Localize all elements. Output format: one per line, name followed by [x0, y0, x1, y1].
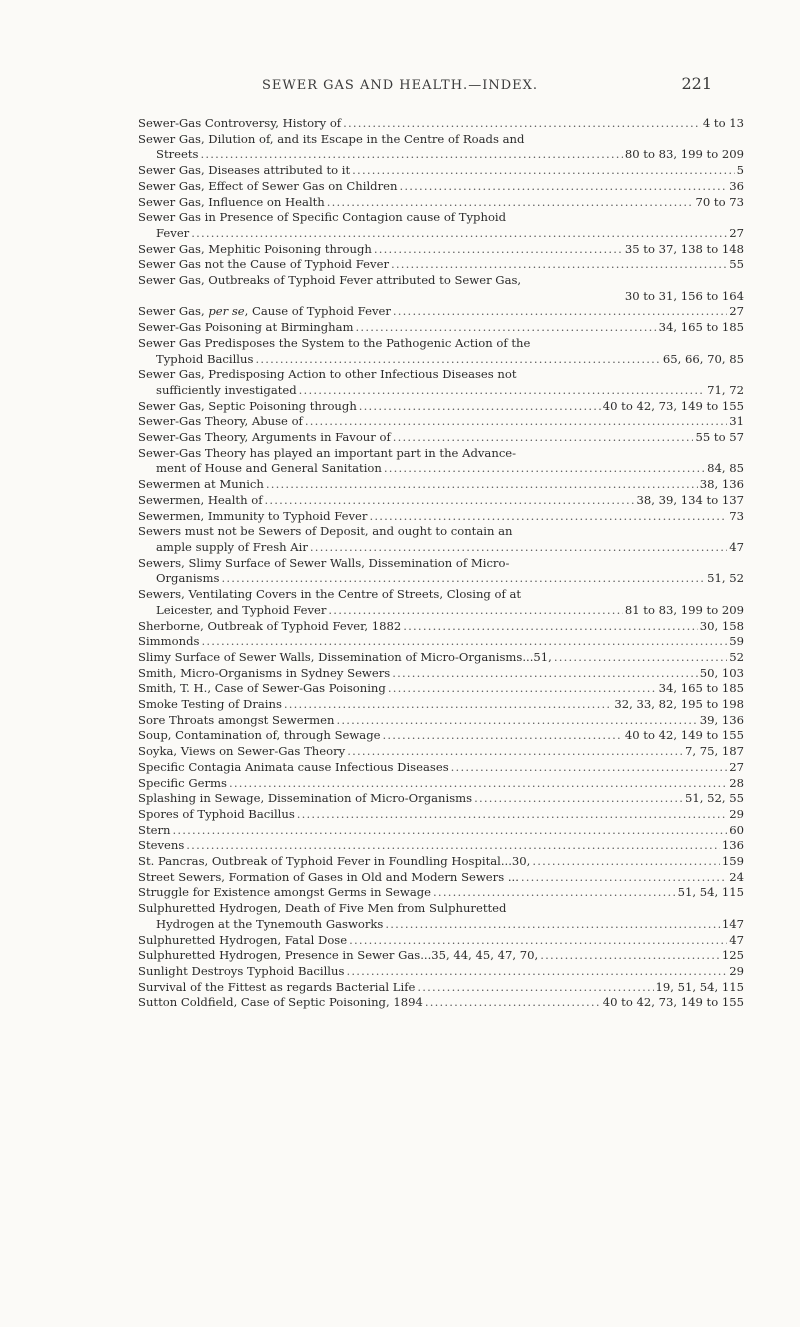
- dot-leader: [299, 383, 705, 399]
- entry-line: [138, 414, 744, 430]
- entry-line: [138, 728, 744, 744]
- entry-line: [138, 776, 744, 792]
- index-entry: [138, 179, 744, 195]
- entry-text: Stern: [138, 822, 171, 837]
- entry-line: [138, 509, 744, 525]
- dot-leader: [352, 163, 734, 179]
- entry-text: Street Sewers, Formation of Gases in Old and Modern Sewers ...: [138, 869, 519, 884]
- entry-line: [138, 666, 744, 682]
- entry-text: Sewer Gas in Presence of Specific Contagion cause of Typhoid: [138, 210, 507, 225]
- entry-text: Spores of Typhoid Bacillus: [138, 806, 295, 821]
- dot-leader: [540, 948, 720, 964]
- page-refs: 31: [729, 414, 744, 429]
- entry-line: [138, 823, 744, 839]
- index-entry: [138, 995, 744, 1011]
- dot-leader: [310, 540, 727, 556]
- index-entry: [138, 210, 744, 241]
- entry-line: [138, 524, 744, 540]
- dot-leader: [191, 226, 727, 242]
- entry-text: Soup, Contamination of, through Sewage: [138, 728, 381, 743]
- page-refs: 40 to 42, 73, 149 to 155: [602, 995, 744, 1010]
- page-refs: 125: [721, 948, 744, 963]
- dot-leader: [229, 776, 727, 792]
- index-entry: [138, 885, 744, 901]
- entry-text: Sewer Gas, Mephitic Poisoning through: [138, 241, 372, 256]
- entry-text: Sewer-Gas Theory, Arguments in Favour of: [138, 430, 391, 445]
- dot-leader: [474, 791, 683, 807]
- page-refs: 55: [729, 257, 744, 272]
- entry-text: Organisms: [156, 571, 220, 586]
- index-entry: [138, 430, 744, 446]
- index-entry: [138, 980, 744, 996]
- dot-leader: [347, 744, 683, 760]
- entry-line: [138, 179, 744, 195]
- page-refs: 47: [729, 932, 744, 947]
- index-entry: [138, 414, 744, 430]
- index-entry: [138, 807, 744, 823]
- index-entry: [138, 697, 744, 713]
- entry-line: [138, 195, 744, 211]
- entry-text: ample supply of Fresh Air: [156, 539, 308, 554]
- entry-text: Sewers, Slimy Surface of Sewer Walls, Dissemination of Micro-: [138, 555, 510, 570]
- dot-leader: [392, 666, 698, 682]
- entry-text: Fever: [156, 225, 190, 240]
- entry-text: Sewermen at Munich: [138, 477, 264, 492]
- index-entry: [138, 619, 744, 635]
- index-entry: [138, 524, 744, 555]
- entry-line: [138, 257, 744, 273]
- page-refs: 70 to 73: [695, 194, 744, 209]
- dot-leader: [265, 493, 635, 509]
- entry-text: Smith, T. H., Case of Sewer-Gas Poisoning: [138, 681, 386, 696]
- index-entry: [138, 870, 744, 886]
- page-refs: 55 to 57: [695, 430, 744, 445]
- dot-leader: [391, 257, 727, 273]
- dot-leader: [349, 933, 727, 949]
- dot-leader: [356, 320, 657, 336]
- index-entry: [138, 195, 744, 211]
- dot-leader: [221, 571, 705, 587]
- entry-line: [138, 854, 744, 870]
- entry-line: [138, 571, 744, 587]
- dot-leader: [393, 304, 727, 320]
- index-entry: [138, 556, 744, 587]
- entry-line: [138, 446, 744, 462]
- index-entry: [138, 587, 744, 618]
- entry-line: [138, 289, 744, 305]
- page-refs: 38, 39, 134 to 137: [636, 492, 744, 507]
- dot-leader: [327, 195, 694, 211]
- index-entry: [138, 776, 744, 792]
- index-entry: [138, 336, 744, 367]
- index-list: [138, 116, 744, 1011]
- entry-text: Struggle for Existence amongst Germs in Sewage: [138, 885, 432, 900]
- entry-text: Sewers must not be Sewers of Deposit, and ought to contain an: [138, 524, 513, 539]
- page-refs: 50, 103: [699, 665, 744, 680]
- entry-line: [138, 226, 744, 242]
- page-refs: 35 to 37, 138 to 148: [624, 241, 744, 256]
- entry-line: [138, 807, 744, 823]
- entry-line: [138, 933, 744, 949]
- page-refs: 65, 66, 70, 85: [662, 351, 744, 366]
- page-number: 221: [681, 74, 712, 93]
- index-entry: [138, 320, 744, 336]
- entry-line: [138, 383, 744, 399]
- dot-leader: [186, 838, 720, 854]
- entry-text: Streets: [156, 147, 199, 162]
- index-entry: [138, 116, 744, 132]
- dot-leader: [433, 885, 676, 901]
- entry-text: Sewer Gas, Predisposing Action to other Infectious Diseases not: [138, 367, 517, 382]
- page-refs: 29: [729, 806, 744, 821]
- index-entry: [138, 242, 744, 258]
- page-refs: 32, 33, 82, 195 to 198: [614, 697, 744, 712]
- entry-text: Smith, Micro-Organisms in Sydney Sewers: [138, 665, 391, 680]
- entry-text: Slimy Surface of Sewer Walls, Dissemination of Micro-Organisms...51,: [138, 649, 552, 664]
- page-refs: 159: [721, 854, 744, 869]
- index-entry: [138, 728, 744, 744]
- dot-leader: [384, 461, 705, 477]
- dot-leader: [403, 619, 697, 635]
- entry-line: [138, 273, 744, 289]
- page-refs: 73: [729, 508, 744, 523]
- page-refs: 40 to 42, 73, 149 to 155: [602, 398, 744, 413]
- entry-text: Typhoid Bacillus: [156, 351, 254, 366]
- dot-leader: [346, 964, 727, 980]
- page-refs: 19, 51, 54, 115: [655, 979, 744, 994]
- entry-text: Sewer Gas, Influence on Health: [138, 194, 325, 209]
- running-title: SEWER GAS AND HEALTH.—INDEX.: [261, 78, 539, 93]
- index-entry: [138, 838, 744, 854]
- dot-leader: [369, 509, 727, 525]
- dot-leader: [521, 870, 727, 886]
- index-entry: [138, 509, 744, 525]
- entry-text: Specific Contagia Animata cause Infectious Diseases: [138, 759, 449, 774]
- entry-line: [138, 493, 744, 509]
- page-refs: 51, 54, 115: [677, 885, 744, 900]
- entry-line: [138, 838, 744, 854]
- entry-text: Sewermen, Health of: [138, 492, 263, 507]
- index-entry: [138, 493, 744, 509]
- index-entry: [138, 744, 744, 760]
- entry-line: [138, 885, 744, 901]
- dot-leader: [532, 854, 720, 870]
- page-refs: 38, 136: [699, 477, 744, 492]
- dot-leader: [385, 917, 719, 933]
- dot-leader: [343, 116, 701, 132]
- entry-text: sufficiently investigated: [156, 382, 297, 397]
- dot-leader: [297, 807, 727, 823]
- entry-line: [138, 116, 744, 132]
- entry-text: Hydrogen at the Tynemouth Gasworks: [156, 916, 384, 931]
- dot-leader: [255, 352, 660, 368]
- entry-text: Sewer-Gas Theory has played an important part in the Advance-: [138, 445, 517, 460]
- entry-line: [138, 367, 744, 383]
- dot-leader: [393, 430, 694, 446]
- entry-line: [138, 713, 744, 729]
- entry-text: Sewer Gas, Septic Poisoning through: [138, 398, 357, 413]
- page-refs: 28: [729, 775, 744, 790]
- page-refs: 71, 72: [707, 382, 744, 397]
- index-entry: [138, 933, 744, 949]
- entry-text: Sewer-Gas Theory, Abuse of: [138, 414, 303, 429]
- entry-line: [138, 587, 744, 603]
- page-refs: 147: [721, 916, 744, 931]
- page-refs: 51, 52: [707, 571, 744, 586]
- index-entry: [138, 854, 744, 870]
- dot-leader: [554, 650, 727, 666]
- entry-line: [138, 399, 744, 415]
- dot-leader: [388, 681, 657, 697]
- index-entry: [138, 446, 744, 477]
- entry-text: Splashing in Sewage, Dissemination of Micro-Organisms: [138, 791, 473, 806]
- entry-line: [138, 964, 744, 980]
- page-refs: 34, 165 to 185: [658, 681, 744, 696]
- entry-line: [138, 163, 744, 179]
- entry-line: [138, 320, 744, 336]
- index-entry: [138, 163, 744, 179]
- index-entry: [138, 399, 744, 415]
- index-entry: [138, 650, 744, 666]
- page-refs: 30 to 31, 156 to 164: [624, 288, 744, 303]
- running-head: [0, 74, 800, 93]
- entry-line: [138, 430, 744, 446]
- entry-line: [138, 132, 744, 148]
- entry-text: Sewers, Ventilating Covers in the Centre of Streets, Closing of at: [138, 587, 522, 602]
- entry-text: Smoke Testing of Drains: [138, 697, 282, 712]
- index-entry: [138, 901, 744, 932]
- dot-leader: [451, 760, 728, 776]
- dot-leader: [328, 603, 622, 619]
- page-refs: 40 to 42, 149 to 155: [624, 728, 744, 743]
- dot-leader: [399, 179, 727, 195]
- entry-text: Sewer Gas, Diseases attributed to it: [138, 163, 351, 178]
- entry-line: [138, 242, 744, 258]
- entry-text: Soyka, Views on Sewer-Gas Theory: [138, 744, 346, 759]
- entry-line: [138, 477, 744, 493]
- page-refs: 4 to 13: [702, 116, 744, 130]
- entry-text: ment of House and General Sanitation: [156, 461, 382, 476]
- page-refs: 36: [729, 178, 744, 193]
- dot-leader: [383, 728, 623, 744]
- entry-line: [138, 697, 744, 713]
- index-entry: [138, 304, 744, 320]
- page-refs: 52: [729, 649, 744, 664]
- entry-line: [138, 760, 744, 776]
- entry-text: Sutton Coldfield, Case of Septic Poisoning, 1894: [138, 995, 423, 1010]
- entry-text: Leicester, and Typhoid Fever: [156, 602, 327, 617]
- index-entry: [138, 477, 744, 493]
- page-refs: 27: [729, 304, 744, 319]
- index-entry: [138, 634, 744, 650]
- index-entry: [138, 823, 744, 839]
- entry-line: [138, 619, 744, 635]
- page-refs: 51, 52, 55: [685, 791, 744, 806]
- entry-line: [138, 791, 744, 807]
- dot-leader: [200, 147, 622, 163]
- dot-leader: [336, 713, 697, 729]
- entry-text: Survival of the Fittest as regards Bacterial Life: [138, 979, 416, 994]
- index-entry: [138, 666, 744, 682]
- index-entry: [138, 948, 744, 964]
- entry-line: [138, 147, 744, 163]
- page-refs: 27: [729, 759, 744, 774]
- index-entry: [138, 760, 744, 776]
- entry-line: [138, 948, 744, 964]
- index-entry: [138, 257, 744, 273]
- entry-line: [138, 603, 744, 619]
- dot-leader: [284, 697, 612, 713]
- entry-text: Sewer Gas, Effect of Sewer Gas on Children: [138, 178, 398, 193]
- entry-line: [138, 870, 744, 886]
- entry-line: [138, 744, 744, 760]
- entry-line: [138, 995, 744, 1011]
- dot-leader: [172, 823, 727, 839]
- index-entry: [138, 367, 744, 398]
- page-refs: 5: [736, 163, 744, 178]
- page-refs: 24: [729, 869, 744, 884]
- entry-line: [138, 634, 744, 650]
- entry-line: [138, 556, 744, 572]
- entry-text: St. Pancras, Outbreak of Typhoid Fever in Foundling Hospital...30,: [138, 854, 531, 869]
- index-entry: [138, 681, 744, 697]
- italic-term: per se: [208, 304, 245, 319]
- dot-leader: [305, 414, 727, 430]
- entry-text: Sherborne, Outbreak of Typhoid Fever, 1882: [138, 618, 402, 633]
- entry-text: Specific Germs: [138, 775, 227, 790]
- entry-line: [138, 901, 744, 917]
- entry-text: Sewermen, Immunity to Typhoid Fever: [138, 508, 368, 523]
- entry-text: Sulphuretted Hydrogen, Presence in Sewer Gas...35, 44, 45, 47, 70,: [138, 948, 539, 963]
- page-refs: 80 to 83, 199 to 209: [624, 147, 744, 162]
- page-refs: 47: [729, 539, 744, 554]
- page-refs: 60: [729, 822, 744, 837]
- entry-line: [138, 352, 744, 368]
- dot-leader: [417, 980, 653, 996]
- entry-line: [138, 917, 744, 933]
- entry-text: Stevens: [138, 838, 185, 853]
- index-entry: [138, 273, 744, 304]
- entry-text: Sewer Gas not the Cause of Typhoid Fever: [138, 257, 389, 272]
- entry-line: [138, 461, 744, 477]
- entry-line: [138, 304, 744, 320]
- entry-text: Sulphuretted Hydrogen, Fatal Dose: [138, 932, 348, 947]
- entry-text: Sewer Gas, per se, Cause of Typhoid Fever: [138, 304, 391, 319]
- entry-line: [138, 681, 744, 697]
- entry-line: [138, 540, 744, 556]
- entry-text: Sewer Gas Predisposes the System to the Pathogenic Action of the: [138, 335, 531, 350]
- page-refs: 30, 158: [699, 618, 744, 633]
- entry-text: Sewer Gas, Dilution of, and its Escape in the Centre of Roads and: [138, 131, 525, 146]
- dot-leader: [266, 477, 698, 493]
- entry-line: [138, 336, 744, 352]
- entry-text: Sulphuretted Hydrogen, Death of Five Men from Sulphuretted: [138, 901, 507, 916]
- entry-line: [138, 650, 744, 666]
- page-refs: 7, 75, 187: [685, 744, 744, 759]
- dot-leader: [359, 399, 601, 415]
- dot-leader: [425, 995, 601, 1011]
- page-refs: 84, 85: [707, 461, 744, 476]
- entry-text: Sewer-Gas Poisoning at Birmingham: [138, 320, 354, 335]
- index-entry: [138, 713, 744, 729]
- page-refs: 34, 165 to 185: [658, 320, 744, 335]
- entry-text: Simmonds: [138, 634, 200, 649]
- dot-leader: [374, 242, 623, 258]
- index-entry: [138, 964, 744, 980]
- page-refs: 39, 136: [699, 712, 744, 727]
- index-entry: [138, 791, 744, 807]
- entry-text: Sunlight Destroys Typhoid Bacillus: [138, 963, 345, 978]
- page-refs: 29: [729, 963, 744, 978]
- entry-text: Sewer Gas, Outbreaks of Typhoid Fever attributed to Sewer Gas,: [138, 273, 522, 288]
- page-refs: 136: [721, 838, 744, 853]
- entry-text: Sewer-Gas Controversy, History of: [138, 116, 342, 130]
- page-refs: 59: [729, 634, 744, 649]
- index-entry: [138, 132, 744, 163]
- page-refs: 81 to 83, 199 to 209: [624, 602, 744, 617]
- dot-leader: [201, 634, 727, 650]
- entry-line: [138, 980, 744, 996]
- page-refs: 27: [729, 225, 744, 240]
- entry-line: [138, 210, 744, 226]
- entry-text: Sore Throats amongst Sewermen: [138, 712, 335, 727]
